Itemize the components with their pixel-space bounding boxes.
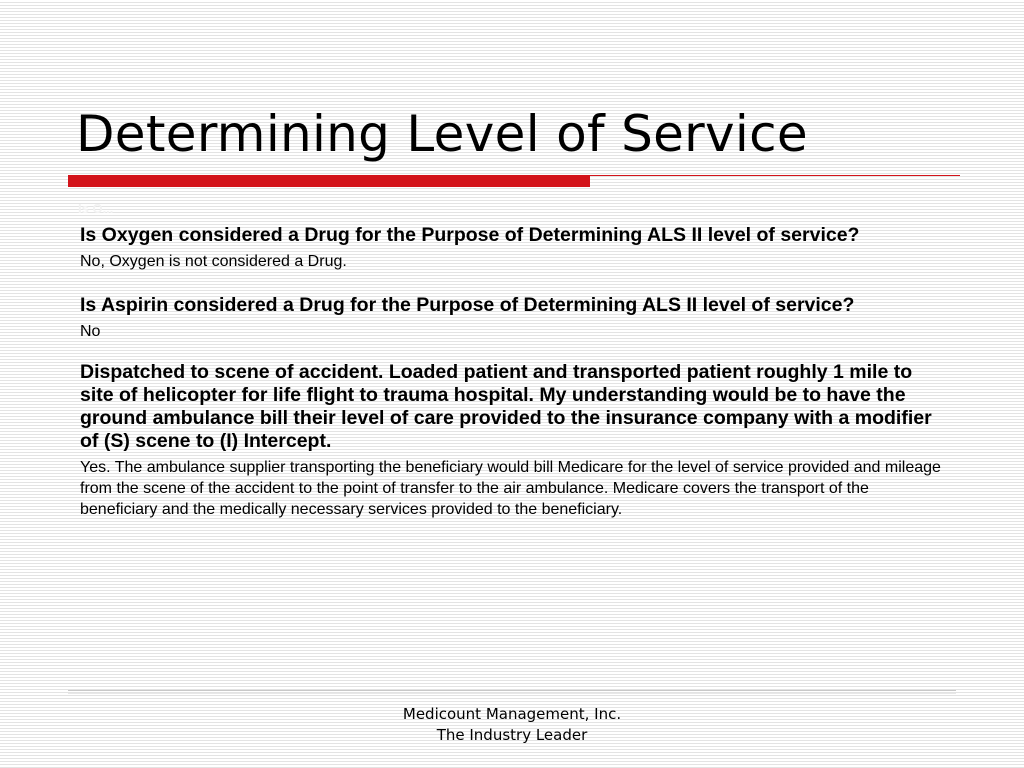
slide-content xyxy=(68,202,948,520)
title-rule-thin xyxy=(590,175,960,176)
slide-title: Determining Level of Service xyxy=(76,105,808,163)
question-3: Dispatched to scene of accident. Loaded patient and transported patient roughly 1 mile to site of helicopter for life flight to trauma hospital. My understanding would be to have the ground ambulance bill their level of care provided to the insurance company with a modifier of (S) scene to (I) Intercept. xyxy=(80,361,932,452)
spacer xyxy=(68,272,948,294)
footer-tagline: The Industry Leader xyxy=(436,726,588,744)
footer-rule xyxy=(68,690,956,694)
question-2: Is Aspirin considered a Drug for the Purpose of Determining ALS II level of service? xyxy=(80,294,855,316)
answer-2: No xyxy=(80,323,101,340)
footer-company: Medicount Management, Inc. xyxy=(402,705,622,723)
answer-3: Yes. The ambulance supplier transporting the beneficiary would bill Medicare for the level of service provided and mileage from the scene of the accident to the point of transfer to the air ambulance. Medicare covers the transport of the beneficiary and the medically necessary services provided to the beneficiary. xyxy=(80,459,941,518)
spacer xyxy=(68,342,948,361)
title-rule-thick xyxy=(68,175,590,187)
slide-footer xyxy=(312,704,712,746)
faint-label: Is O... xyxy=(78,201,114,216)
answer-1: No, Oxygen is not considered a Drug. xyxy=(80,253,347,270)
question-1: Is Oxygen considered a Drug for the Purpose of Determining ALS II level of service? xyxy=(80,224,860,246)
